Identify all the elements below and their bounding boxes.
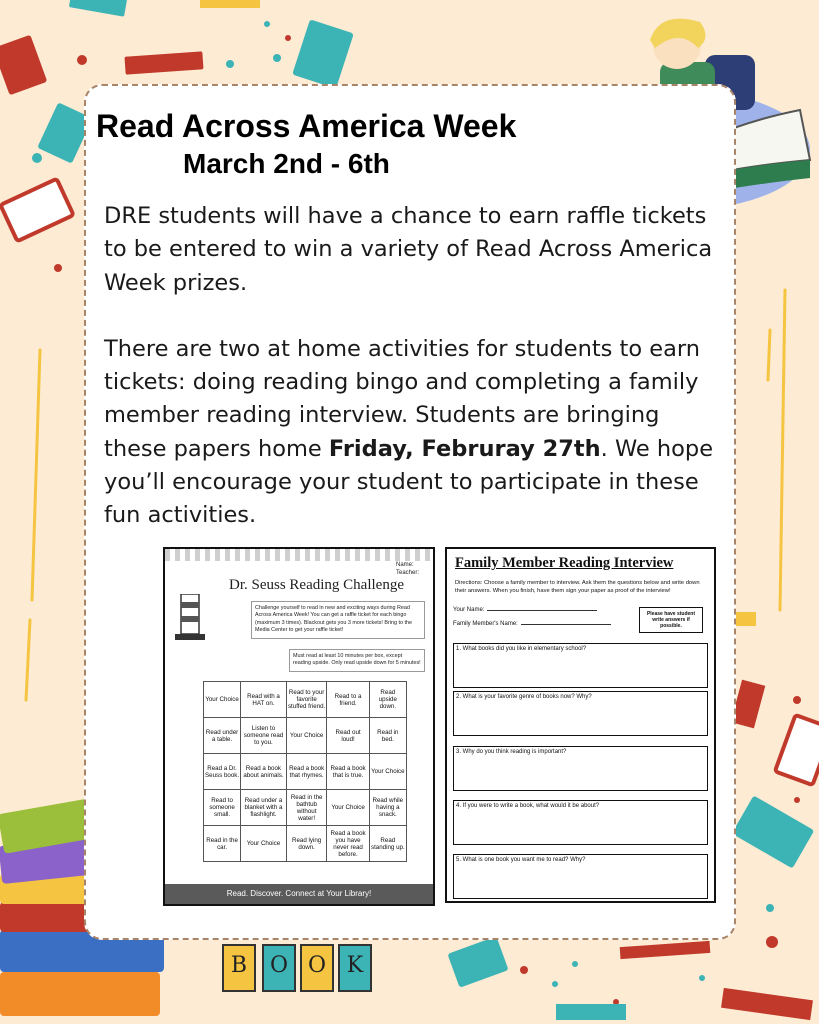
table-row	[204, 718, 407, 754]
worksheet-top-stripe	[165, 549, 433, 561]
bingo-grid	[203, 681, 407, 862]
bingo-cell: Read a book you have never read before.	[327, 826, 369, 862]
table-row	[204, 682, 407, 718]
bingo-cell: Read while having a snack.	[369, 790, 406, 826]
bingo-cell: Read in the car.	[204, 826, 241, 862]
interview-question: 1. What books did you like in elementary school?	[453, 643, 708, 688]
interview-question: 3. Why do you think reading is important?	[453, 746, 708, 791]
bingo-cell: Read standing up.	[369, 826, 406, 862]
family-name-field	[453, 621, 611, 627]
bingo-cell: Your Choice	[204, 682, 241, 718]
bingo-cell: Read a book that rhymes.	[286, 754, 327, 790]
bingo-cell: Your Choice	[286, 718, 327, 754]
interview-question: 4. If you were to write a book, what would it be about?	[453, 800, 708, 845]
cat-in-hat-icon	[175, 594, 205, 654]
paragraph-activities-end: . We hope you’ll encourage your student to participate in these fun activities.	[104, 435, 714, 529]
bingo-cell: Read a book that is true.	[327, 754, 369, 790]
bingo-cell: Read under a table.	[204, 718, 241, 754]
bingo-footer: Read. Discover. Connect at Your Library!	[165, 884, 433, 904]
paragraph-activities	[104, 333, 716, 533]
table-row	[204, 754, 407, 790]
family-interview-worksheet	[445, 547, 716, 903]
bingo-cell: Read to someone small.	[204, 790, 241, 826]
bingo-cell: Read with a HAT on.	[241, 682, 287, 718]
bingo-cell: Read to a friend.	[327, 682, 369, 718]
interview-question: 2. What is your favorite genre of books now? Why?	[453, 691, 708, 736]
bingo-cell: Read a book about animals.	[241, 754, 287, 790]
banner-letter-o: O	[262, 944, 296, 992]
interview-title: Family Member Reading Interview	[455, 555, 674, 571]
family-name-label: Family Member's Name:	[453, 621, 518, 627]
table-row	[204, 790, 407, 826]
take-home-date: Friday, Februray 27th	[328, 435, 601, 462]
banner-letter-k: K	[338, 944, 372, 992]
name-teacher-fields	[396, 561, 419, 577]
bingo-cell: Read to your favorite stuffed friend.	[286, 682, 327, 718]
your-name-field	[453, 607, 597, 613]
banner-letter-b: B	[222, 944, 256, 992]
bingo-cell: Your Choice	[327, 790, 369, 826]
bingo-cell: Your Choice	[369, 754, 406, 790]
your-name-label: Your Name:	[453, 607, 485, 613]
interview-directions: Directions: Choose a family member to interview. Ask them the questions below and write down their answers. When you finish, have them sign your paper as proof of the interview!	[455, 580, 700, 594]
bingo-rule: Must read at least 10 minutes per box, except reading upside. Only read upside down for 5 minutes!	[289, 649, 425, 672]
bingo-cell: Your Choice	[241, 826, 287, 862]
event-dates: March 2nd - 6th	[183, 148, 390, 179]
bingo-cell: Read out loud!	[327, 718, 369, 754]
paragraph-raffle: DRE students will have a chance to earn raffle tickets to be entered to win a variety of Read Across America Week prizes.	[104, 203, 713, 296]
name-label: Name:	[395, 562, 414, 568]
teacher-label: Teacher:	[395, 570, 419, 576]
bingo-cell: Read in bed.	[369, 718, 406, 754]
table-row	[204, 826, 407, 862]
bingo-title: Dr. Seuss Reading Challenge	[229, 577, 404, 593]
bingo-cell: Read in the bathtub without water!	[286, 790, 327, 826]
paragraph-activities-text: There are two at home activities for students to earn tickets: doing reading bingo and completing a family member reading interview. Students are bringing these papers home	[104, 335, 701, 462]
bingo-intro: Challenge yourself to read in new and exciting ways during Read Across America Week! You can get a raffle ticket for each bingo (maximum 3 times). Blackout gets you 3 more tickets! Bring to the Media Center to get your raffle ticket!	[251, 601, 425, 639]
reading-bingo-worksheet	[163, 547, 435, 906]
bingo-cell: Read upside down.	[369, 682, 406, 718]
page-title: Read Across America Week	[96, 108, 517, 144]
bingo-cell: Listen to someone read to you.	[241, 718, 287, 754]
banner-letter-o-2: O	[300, 944, 334, 992]
bingo-cell: Read under a blanket with a flashlight.	[241, 790, 287, 826]
bingo-cell: Read lying down.	[286, 826, 327, 862]
bingo-cell: Read a Dr. Seuss book.	[204, 754, 241, 790]
announcement-body	[104, 200, 716, 533]
interview-question: 5. What is one book you want me to read? Why?	[453, 854, 708, 899]
student-write-note: Please have student write answers if possible.	[639, 607, 703, 633]
